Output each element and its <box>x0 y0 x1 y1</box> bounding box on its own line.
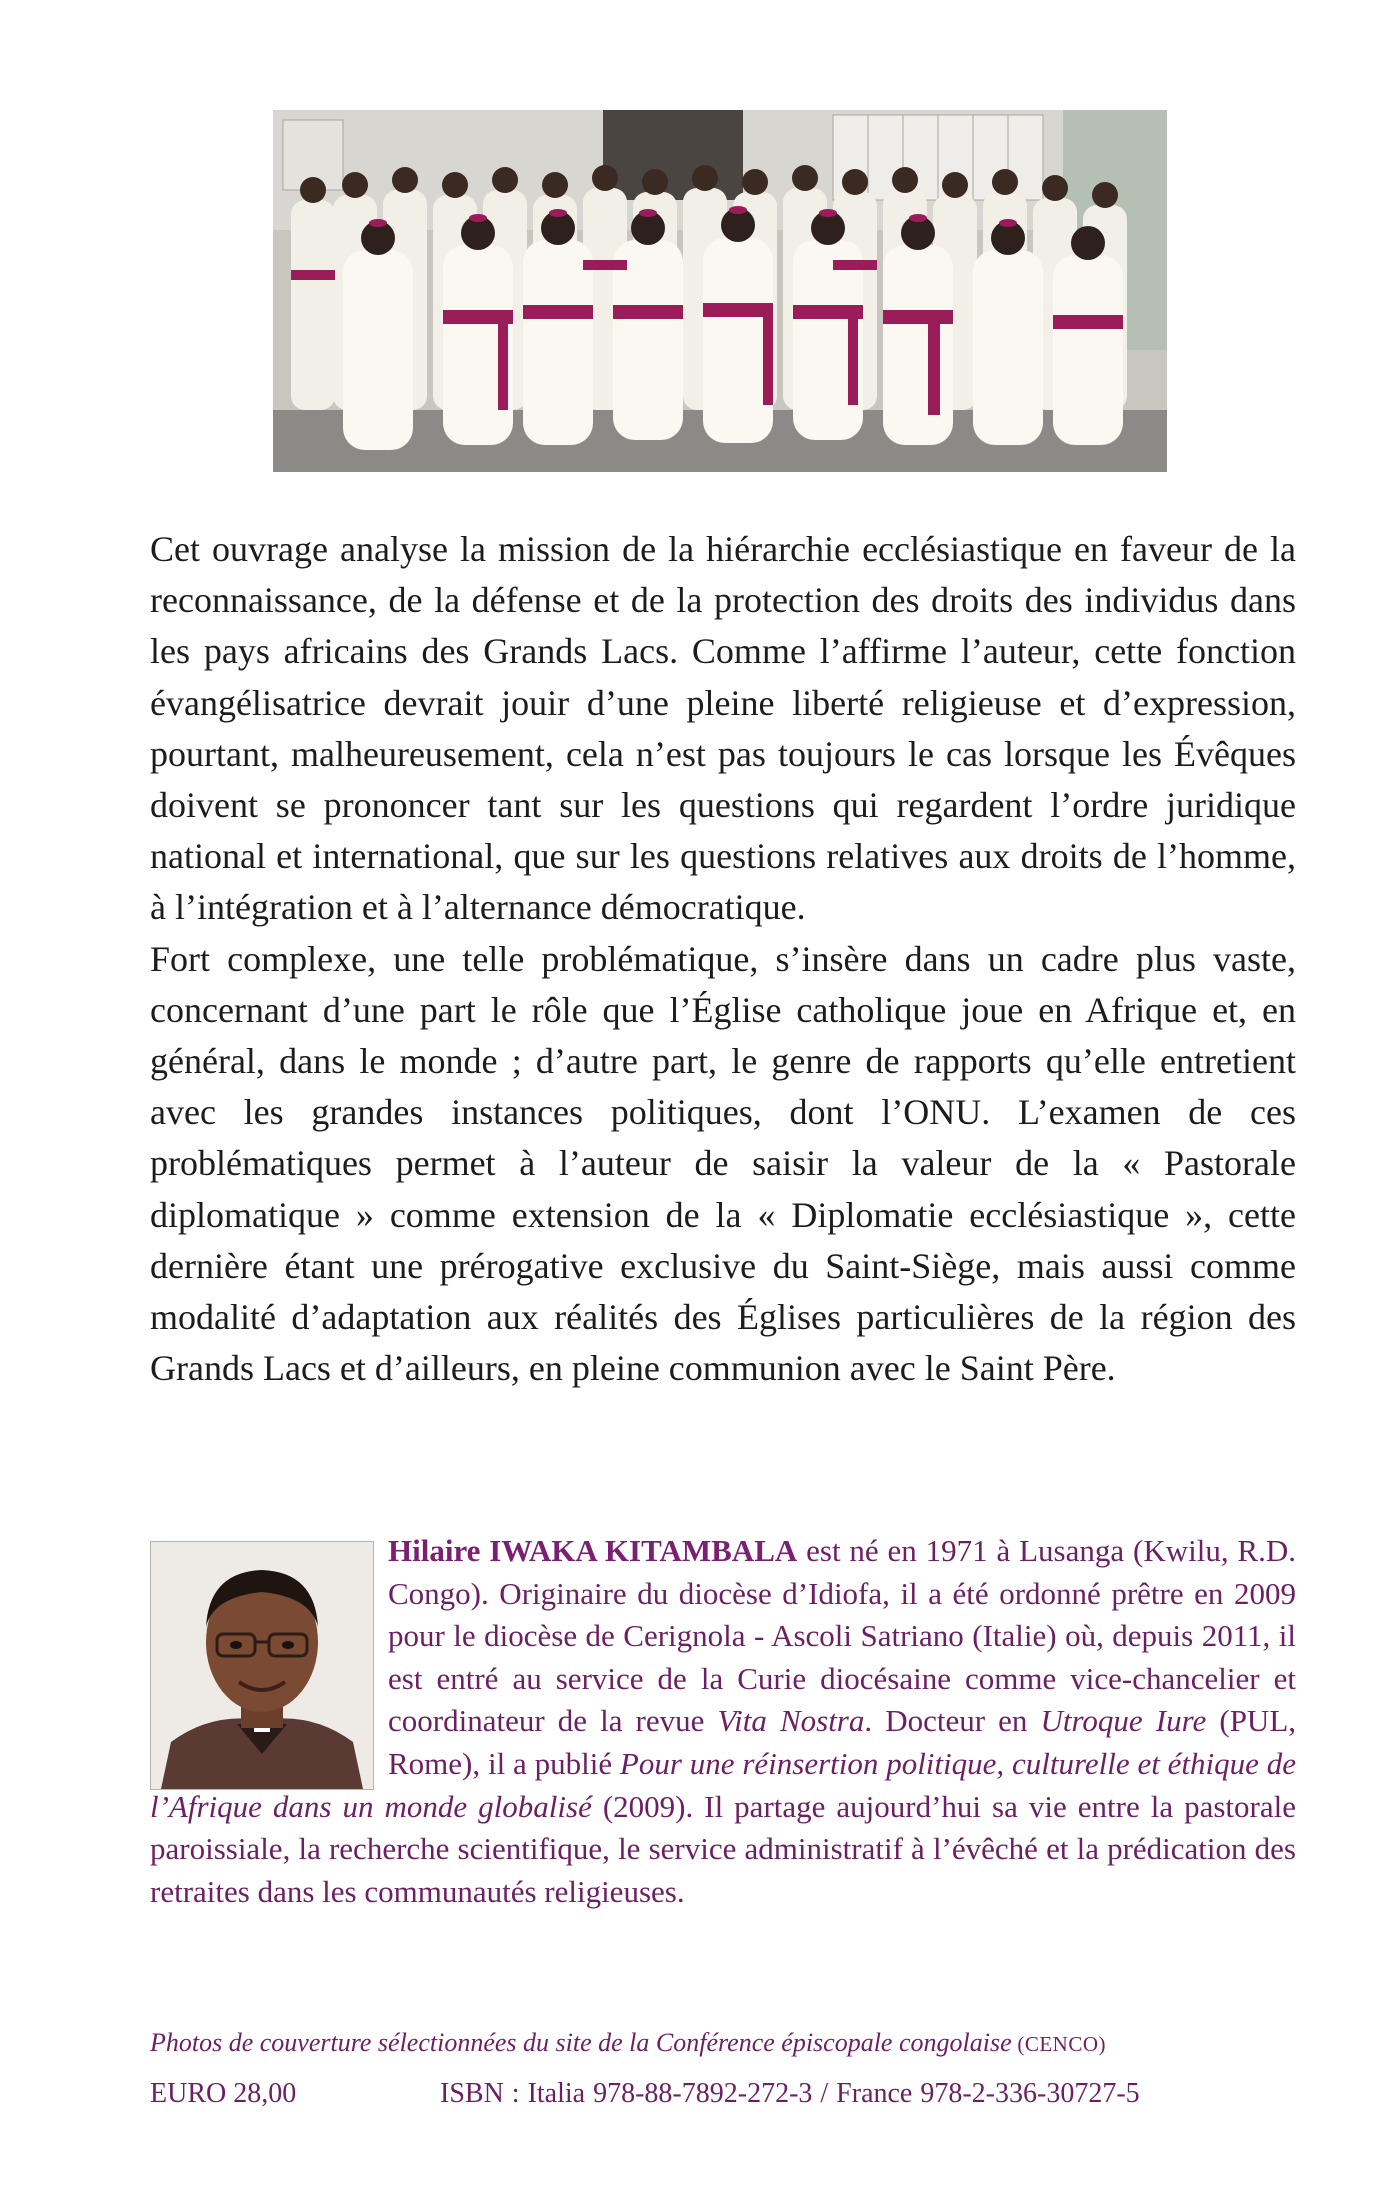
isbn: ISBN : Italia 978-88-7892-272-3 / France 978-2-336-30727-5 <box>440 2078 1140 2109</box>
book-summary <box>150 524 1296 1394</box>
summary-paragraph-1: Cet ouvrage analyse la mission de la hiérarchie ecclésiastique en faveur de la reconnaissance, de la défense et de la protection des droits des individus dans les pays africains des Grands Lacs. Comme l’affirme l’auteur, cette fonction évangélisatrice devrait jouir d’une pleine liberté religieuse et d’expression, pourtant, malheureusement, cela n’est pas toujours le cas lorsque les Évêques doivent se prononcer tant sur les questions qui regardent l’ordre juridique national et international, que sur les questions relatives aux droits de l’homme, à l’intégration et à l’alternance démocratique. <box>150 529 1296 928</box>
photo-credits <box>150 2028 1296 2058</box>
author-name: Hilaire IWAKA KITAMBALA <box>388 1533 798 1568</box>
degree-title: Utroque Iure <box>1040 1703 1207 1739</box>
summary-paragraph-2: Fort complexe, une telle problématique, s’insère dans un cadre plus vaste, concernant d’une part le rôle que l’Église catholique joue en Afrique et, en général, dans le monde ; d’autre part, le genre de rapports qu’elle entretient avec les grandes instances politiques, dont l’ONU. L’examen de ces problématiques permet à l’auteur de saisir la valeur de la « Pastorale diplomatique » comme extension de la « Diplomatie ecclésiastique », cette dernière étant une prérogative exclusive du Saint-Siège, mais aussi comme modalité d’adaptation aux réalités des Églises particulières de la région des Grands Lacs et d’ailleurs, en pleine communion avec le Saint Père. <box>150 938 1296 1389</box>
bio-text-2: . Docteur en <box>864 1703 1041 1739</box>
journal-title: Vita Nostra <box>717 1703 865 1739</box>
bio-text-4: (2009). Il partage aujourd’hui sa vie entre la pastorale paroissiale, la recherche scientifique, le service administratif à l’évêché et la prédication des retraites dans les communautés religieuses. <box>150 1788 1296 1909</box>
price: EURO 28,00 <box>150 2078 297 2109</box>
portrait-spacer <box>150 1530 388 1778</box>
book-title: Pour une réinsertion politique, culturelle et éthique de l’Afrique dans un monde globalisé <box>150 1745 1296 1824</box>
bio-text-3: (PUL, Rome), il a publié <box>388 1703 1297 1781</box>
author-biography <box>150 1530 1296 1913</box>
photo-credits-org: (CENCO) <box>1011 2032 1107 2056</box>
cover-group-photo <box>273 110 1167 472</box>
photo-credits-text: Photos de couverture sélectionnées du site de la Conférence épiscopale congolaise <box>150 2028 1012 2057</box>
bio-text-1: est né en 1971 à Lusanga (Kwilu, R.D. Congo). Originaire du diocèse d’Idiofa, il a été ordonné prêtre en 2009 pour le diocèse de Cerignola - Ascoli Satriano (Italie) où, depuis 2011, il est entré au service de la Curie diocésaine comme vice-chancelier et coordinateur de la revue <box>388 1533 1296 1739</box>
